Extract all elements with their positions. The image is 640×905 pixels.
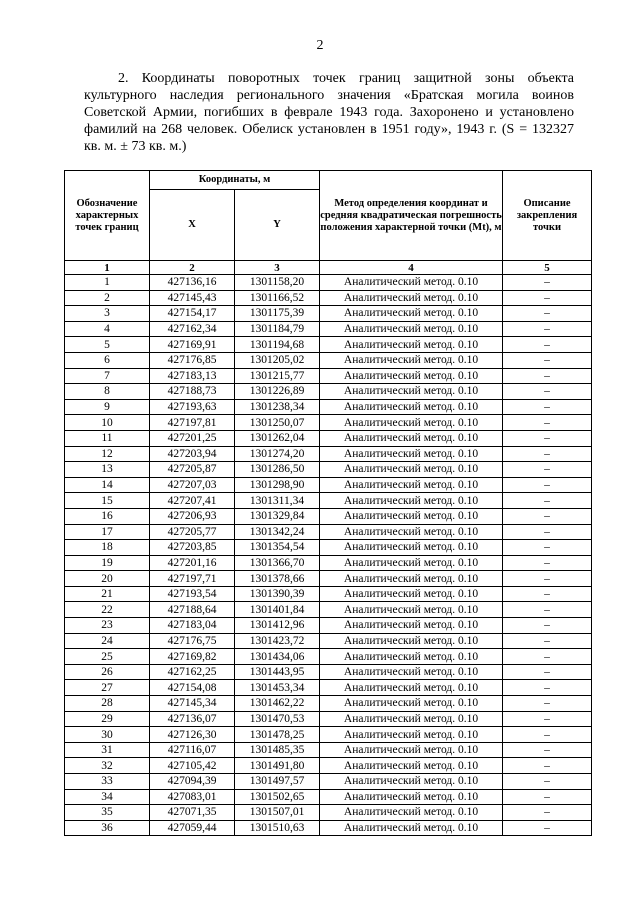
table-row [65,789,592,805]
cell-point-number: 2 [65,290,150,306]
cell-x: 427205,87 [150,462,235,478]
cell-y: 1301478,25 [235,727,320,743]
header-x: X [150,190,235,261]
cell-description: – [503,508,592,524]
cell-method: Аналитический метод. 0.10 [320,742,503,758]
cell-y: 1301470,53 [235,711,320,727]
cell-point-number: 16 [65,508,150,524]
cell-point-number: 31 [65,742,150,758]
table-row [65,462,592,478]
cell-point-number: 4 [65,321,150,337]
table-row [65,337,592,353]
cell-x: 427203,85 [150,540,235,556]
cell-point-number: 11 [65,430,150,446]
cell-method: Аналитический метод. 0.10 [320,680,503,696]
cell-point-number: 9 [65,399,150,415]
cell-point-number: 33 [65,774,150,790]
cell-point-number: 10 [65,415,150,431]
cell-x: 427197,81 [150,415,235,431]
cell-description: – [503,352,592,368]
cell-x: 427169,91 [150,337,235,353]
cell-method: Аналитический метод. 0.10 [320,649,503,665]
cell-x: 427188,64 [150,602,235,618]
cell-x: 427105,42 [150,758,235,774]
header-method: Метод определения координат и средняя квадратическая погрешность положения характерной точки (Мt), м [320,171,503,261]
cell-method: Аналитический метод. 0.10 [320,774,503,790]
cell-method: Аналитический метод. 0.10 [320,602,503,618]
cell-x: 427206,93 [150,508,235,524]
table-row [65,446,592,462]
cell-y: 1301311,34 [235,493,320,509]
table-row [65,477,592,493]
cell-point-number: 27 [65,680,150,696]
cell-x: 427193,54 [150,586,235,602]
cell-description: – [503,758,592,774]
cell-y: 1301378,66 [235,571,320,587]
cell-method: Аналитический метод. 0.10 [320,555,503,571]
cell-point-number: 8 [65,384,150,400]
table-row [65,742,592,758]
table-body [65,275,592,836]
cell-method: Аналитический метод. 0.10 [320,368,503,384]
cell-point-number: 5 [65,337,150,353]
cell-description: – [503,680,592,696]
cell-description: – [503,633,592,649]
cell-method: Аналитический метод. 0.10 [320,711,503,727]
cell-method: Аналитический метод. 0.10 [320,430,503,446]
column-number: 1 [65,261,150,275]
cell-method: Аналитический метод. 0.10 [320,275,503,291]
cell-point-number: 23 [65,618,150,634]
cell-x: 427176,75 [150,633,235,649]
cell-x: 427183,04 [150,618,235,634]
cell-x: 427145,43 [150,290,235,306]
cell-y: 1301497,57 [235,774,320,790]
cell-x: 427083,01 [150,789,235,805]
table-row [65,508,592,524]
cell-method: Аналитический метод. 0.10 [320,508,503,524]
cell-description: – [503,275,592,291]
cell-y: 1301274,20 [235,446,320,462]
intro-paragraph [84,70,574,155]
cell-x: 427094,39 [150,774,235,790]
cell-y: 1301443,95 [235,664,320,680]
cell-method: Аналитический метод. 0.10 [320,384,503,400]
header-coordinates: Координаты, м [150,171,320,190]
cell-description: – [503,446,592,462]
cell-x: 427169,82 [150,649,235,665]
cell-y: 1301412,96 [235,618,320,634]
column-number: 4 [320,261,503,275]
cell-y: 1301250,07 [235,415,320,431]
cell-description: – [503,649,592,665]
table-row [65,524,592,540]
cell-y: 1301238,34 [235,399,320,415]
cell-method: Аналитический метод. 0.10 [320,415,503,431]
table-row [65,618,592,634]
cell-y: 1301423,72 [235,633,320,649]
cell-description: – [503,586,592,602]
cell-description: – [503,664,592,680]
cell-method: Аналитический метод. 0.10 [320,805,503,821]
cell-point-number: 34 [65,789,150,805]
cell-y: 1301226,89 [235,384,320,400]
cell-method: Аналитический метод. 0.10 [320,664,503,680]
cell-description: – [503,368,592,384]
page-number: 2 [316,38,324,53]
cell-method: Аналитический метод. 0.10 [320,477,503,493]
cell-description: – [503,820,592,836]
cell-x: 427205,77 [150,524,235,540]
table-row [65,571,592,587]
table-row [65,664,592,680]
table-row [65,586,592,602]
cell-x: 427176,85 [150,352,235,368]
cell-y: 1301262,04 [235,430,320,446]
cell-x: 427162,25 [150,664,235,680]
cell-point-number: 25 [65,649,150,665]
cell-y: 1301286,50 [235,462,320,478]
cell-x: 427154,17 [150,306,235,322]
cell-x: 427207,41 [150,493,235,509]
cell-y: 1301342,24 [235,524,320,540]
cell-description: – [503,399,592,415]
cell-description: – [503,321,592,337]
cell-method: Аналитический метод. 0.10 [320,727,503,743]
cell-method: Аналитический метод. 0.10 [320,306,503,322]
header-description: Описание закрепления точки [503,171,592,261]
table-row [65,290,592,306]
cell-description: – [503,789,592,805]
cell-x: 427188,73 [150,384,235,400]
table-row [65,820,592,836]
table-row [65,275,592,291]
cell-point-number: 35 [65,805,150,821]
cell-point-number: 32 [65,758,150,774]
cell-y: 1301491,80 [235,758,320,774]
cell-description: – [503,711,592,727]
table-row [65,602,592,618]
table-row [65,649,592,665]
cell-y: 1301401,84 [235,602,320,618]
cell-y: 1301298,90 [235,477,320,493]
cell-point-number: 28 [65,696,150,712]
cell-point-number: 24 [65,633,150,649]
column-number: 3 [235,261,320,275]
cell-y: 1301366,70 [235,555,320,571]
cell-y: 1301453,34 [235,680,320,696]
cell-y: 1301510,63 [235,820,320,836]
cell-method: Аналитический метод. 0.10 [320,571,503,587]
table-row [65,758,592,774]
cell-description: – [503,540,592,556]
table-row [65,399,592,415]
cell-y: 1301485,35 [235,742,320,758]
table-row [65,368,592,384]
cell-point-number: 13 [65,462,150,478]
intro-text: 2. Координаты поворотных точек границ защитной зоны объекта культурного наследия регионального значения «Братская могила воинов Советской Армии, погибших в феврале 1943 года. Захоронено и установлено фамилий на 268 человек. Обелиск установлен в 1951 году», 1943 г. (S = 132327 кв. м. ± 73 кв. м.) [84,71,574,154]
cell-description: – [503,696,592,712]
table-row [65,540,592,556]
table-row [65,493,592,509]
cell-method: Аналитический метод. 0.10 [320,446,503,462]
cell-description: – [503,727,592,743]
cell-description: – [503,290,592,306]
cell-method: Аналитический метод. 0.10 [320,540,503,556]
cell-description: – [503,805,592,821]
cell-y: 1301434,06 [235,649,320,665]
cell-point-number: 6 [65,352,150,368]
cell-description: – [503,555,592,571]
cell-method: Аналитический метод. 0.10 [320,618,503,634]
cell-x: 427193,63 [150,399,235,415]
cell-description: – [503,742,592,758]
table-row [65,352,592,368]
table-row [65,711,592,727]
table-row [65,555,592,571]
cell-y: 1301390,39 [235,586,320,602]
cell-point-number: 12 [65,446,150,462]
cell-x: 427059,44 [150,820,235,836]
table-row [65,384,592,400]
cell-x: 427145,34 [150,696,235,712]
cell-x: 427126,30 [150,727,235,743]
cell-method: Аналитический метод. 0.10 [320,352,503,368]
cell-x: 427071,35 [150,805,235,821]
column-number-row [65,261,592,275]
cell-description: – [503,415,592,431]
cell-method: Аналитический метод. 0.10 [320,633,503,649]
cell-method: Аналитический метод. 0.10 [320,290,503,306]
cell-description: – [503,477,592,493]
cell-point-number: 20 [65,571,150,587]
cell-x: 427197,71 [150,571,235,587]
cell-method: Аналитический метод. 0.10 [320,337,503,353]
cell-point-number: 30 [65,727,150,743]
cell-method: Аналитический метод. 0.10 [320,820,503,836]
cell-point-number: 1 [65,275,150,291]
cell-method: Аналитический метод. 0.10 [320,586,503,602]
cell-point-number: 14 [65,477,150,493]
cell-x: 427136,07 [150,711,235,727]
cell-method: Аналитический метод. 0.10 [320,524,503,540]
cell-x: 427136,16 [150,275,235,291]
cell-description: – [503,618,592,634]
cell-method: Аналитический метод. 0.10 [320,493,503,509]
cell-x: 427203,94 [150,446,235,462]
cell-point-number: 3 [65,306,150,322]
cell-y: 1301215,77 [235,368,320,384]
cell-description: – [503,571,592,587]
cell-description: – [503,384,592,400]
cell-point-number: 15 [65,493,150,509]
table-row [65,805,592,821]
table-row [65,696,592,712]
cell-point-number: 36 [65,820,150,836]
cell-point-number: 17 [65,524,150,540]
cell-description: – [503,602,592,618]
cell-y: 1301502,65 [235,789,320,805]
cell-y: 1301507,01 [235,805,320,821]
cell-method: Аналитический метод. 0.10 [320,399,503,415]
cell-y: 1301194,68 [235,337,320,353]
cell-description: – [503,306,592,322]
table-row [65,727,592,743]
cell-point-number: 26 [65,664,150,680]
cell-y: 1301166,52 [235,290,320,306]
column-number: 5 [503,261,592,275]
coordinates-table [64,170,592,836]
cell-x: 427162,34 [150,321,235,337]
cell-x: 427201,16 [150,555,235,571]
cell-method: Аналитический метод. 0.10 [320,789,503,805]
cell-x: 427116,07 [150,742,235,758]
cell-y: 1301462,22 [235,696,320,712]
table-row [65,321,592,337]
cell-description: – [503,524,592,540]
cell-x: 427207,03 [150,477,235,493]
cell-description: – [503,462,592,478]
cell-method: Аналитический метод. 0.10 [320,696,503,712]
cell-method: Аналитический метод. 0.10 [320,758,503,774]
cell-y: 1301205,02 [235,352,320,368]
cell-point-number: 19 [65,555,150,571]
cell-method: Аналитический метод. 0.10 [320,462,503,478]
cell-point-number: 21 [65,586,150,602]
cell-description: – [503,430,592,446]
table-row [65,415,592,431]
table-row [65,430,592,446]
cell-point-number: 7 [65,368,150,384]
header-point-designation: Обозначение характерных точек границ [65,171,150,261]
table-row [65,306,592,322]
table-row [65,680,592,696]
cell-y: 1301158,20 [235,275,320,291]
cell-x: 427154,08 [150,680,235,696]
table-row [65,774,592,790]
cell-description: – [503,493,592,509]
cell-method: Аналитический метод. 0.10 [320,321,503,337]
column-number: 2 [150,261,235,275]
cell-point-number: 22 [65,602,150,618]
cell-x: 427201,25 [150,430,235,446]
cell-description: – [503,774,592,790]
cell-x: 427183,13 [150,368,235,384]
cell-y: 1301354,54 [235,540,320,556]
table-row [65,633,592,649]
cell-y: 1301184,79 [235,321,320,337]
cell-y: 1301329,84 [235,508,320,524]
cell-point-number: 29 [65,711,150,727]
cell-y: 1301175,39 [235,306,320,322]
cell-description: – [503,337,592,353]
cell-point-number: 18 [65,540,150,556]
header-y: Y [235,190,320,261]
